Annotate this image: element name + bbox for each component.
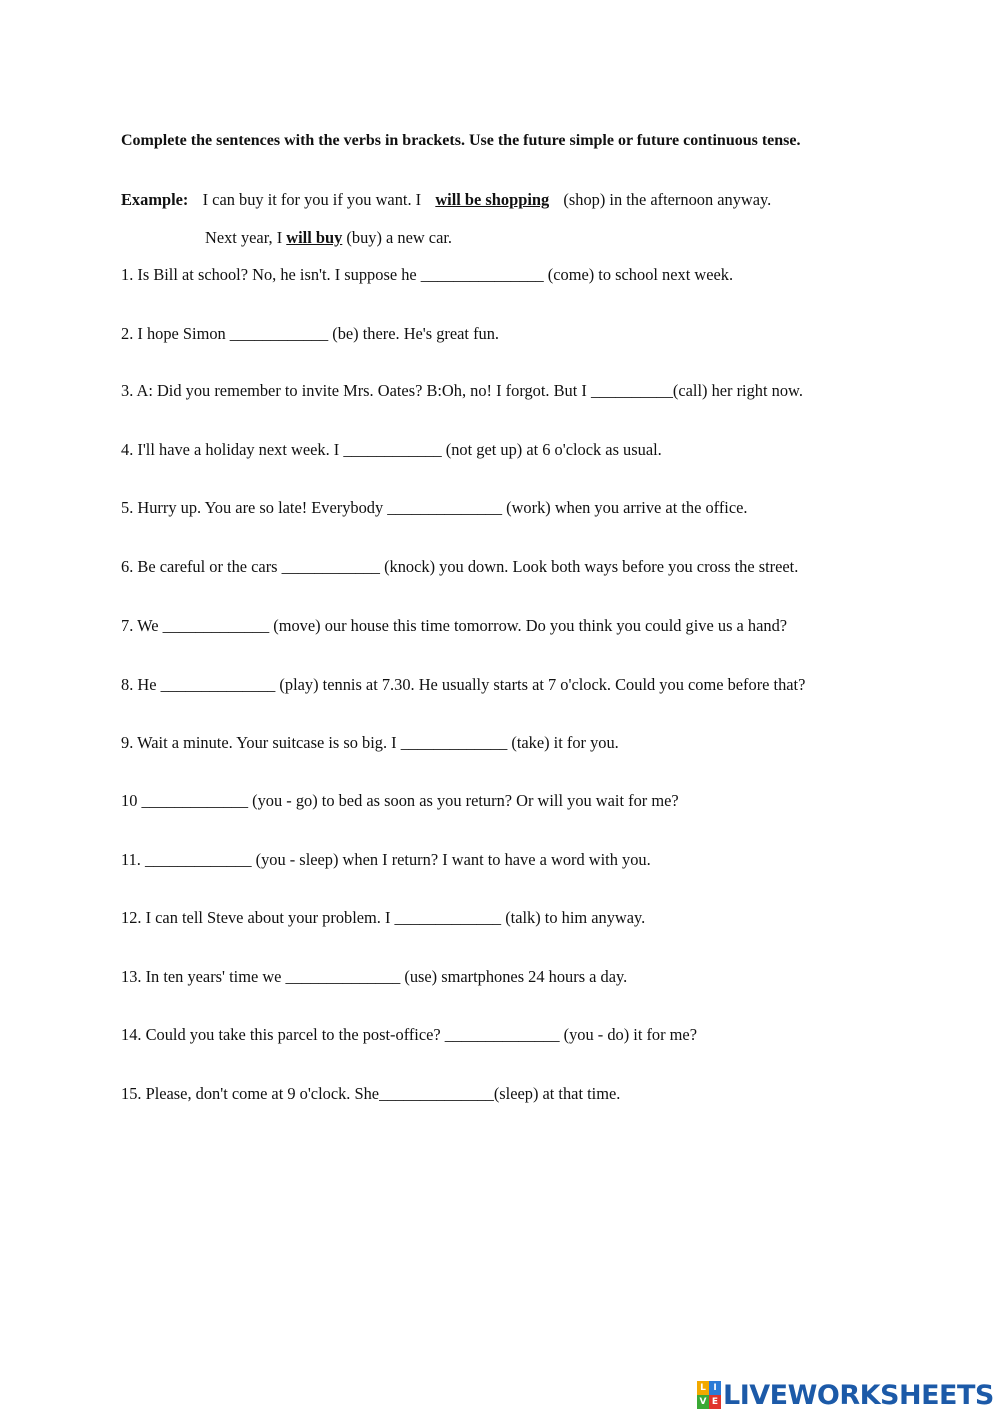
exercise-item-15: 15. Please, don't come at 9 o'clock. She______________(sleep) at that time.	[121, 1084, 621, 1103]
example-line-1-rest: (shop) in the afternoon anyway.	[563, 190, 772, 209]
exercise-item-8: 8. He ______________ (play) tennis at 7.30. He usually starts at 7 o'clock. Could you come before that?	[121, 675, 806, 694]
exercise-item-1: 1. Is Bill at school? No, he isn't. I suppose he _______________ (come) to school next week.	[121, 265, 734, 284]
exercise-item-6: 6. Be careful or the cars ____________ (knock) you down. Look both ways before you cross the street.	[121, 557, 799, 576]
logo-mark-icon: L I V E	[697, 1381, 721, 1409]
example-answer-1: will be shopping	[435, 190, 550, 209]
exercise-item-2: 2. I hope Simon ____________ (be) there. He's great fun.	[121, 324, 500, 343]
exercise-item-12: 12. I can tell Steve about your problem. I _____________ (talk) to him anyway.	[121, 908, 646, 927]
exercise-item-7: 7. We _____________ (move) our house this time tomorrow. Do you think you could give us a hand?	[121, 616, 788, 635]
exercise-item-4: 4. I'll have a holiday next week. I ____________ (not get up) at 6 o'clock as usual.	[121, 440, 662, 459]
exercise-item-9: 9. Wait a minute. Your suitcase is so big. I _____________ (take) it for you.	[121, 733, 619, 752]
example-line-2	[205, 228, 452, 248]
exercise-item-14: 14. Could you take this parcel to the post-office? ______________ (you - do) it for me?	[121, 1025, 697, 1044]
logo-text: LIVEWORKSHEETS	[723, 1379, 994, 1411]
liveworksheets-logo	[697, 1378, 994, 1412]
example-line-2-text: Next year, I	[205, 228, 283, 247]
exercise-item-10: 10 _____________ (you - go) to bed as soon as you return? Or will you wait for me?	[121, 791, 679, 810]
exercise-item-3: 3. A: Did you remember to invite Mrs. Oates? B:Oh, no! I forgot. But I __________(call) her right now.	[121, 381, 803, 400]
exercise-item-13: 13. In ten years' time we ______________ (use) smartphones 24 hours a day.	[121, 967, 628, 986]
example-line-1-text: I can buy it for you if you want. I	[202, 190, 422, 209]
exercise-item-5: 5. Hurry up. You are so late! Everybody ______________ (work) when you arrive at the office.	[121, 498, 748, 517]
exercise-item-11: 11. _____________ (you - sleep) when I return? I want to have a word with you.	[121, 850, 651, 869]
instructions: Complete the sentences with the verbs in brackets. Use the future simple or future continuous tense.	[121, 132, 801, 149]
example-answer-2: will buy	[286, 228, 343, 247]
example-label: Example:	[121, 190, 189, 209]
example-line-1	[121, 190, 771, 210]
example-line-2-rest: (buy) a new car.	[346, 228, 453, 247]
